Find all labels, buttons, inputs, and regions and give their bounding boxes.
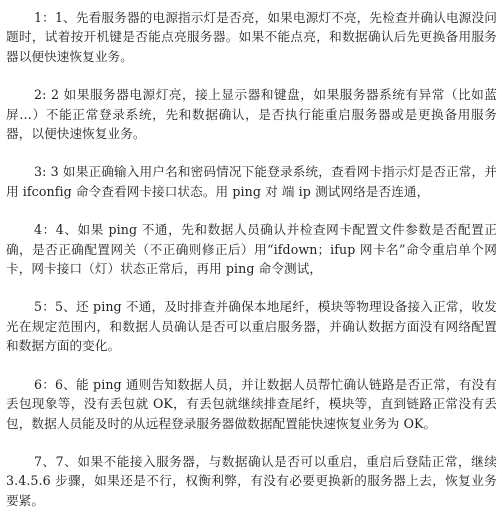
paragraph-step-6: 6：6、能 ping 通则告知数据人员，并让数据人员帮忙确认链路是否正常，有没有丢包现象等，没有丢包就 OK，有丢包就继续排查尾纤，模块等，直到链路正常没有丢包，数据人员能及时的从远程登录服务器做数据配置能快速恢复业务为 OK。 xyxy=(6,376,497,431)
paragraph-step-4: 4：4、如果 ping 不通，先和数据人员确认并检查网卡配置文件参数是否配置正确，是否正确配置网关（不正确则修正后）用“ifdown；ifup 网卡名”命令重启单个网卡，网卡接口（灯）状态正常后，再用 ping 命令测试， xyxy=(6,222,497,277)
paragraph-step-5: 5：5、还 ping 不通，及时排查并确保本地尾纤，模块等物理设备接入正常，收发光在规定范围内，和数据人员确认是否可以重启服务器，并确认数据方面没有网络配置和数据方面的变化。 xyxy=(6,299,497,354)
paragraph-step-2: 2: 2 如果服务器电源灯亮，接上显示器和键盘，如果服务器系统有异常（比如蓝屏…）不能正常登录系统，先和数据确认，是否执行能重启服务器或是更换备用服务器，以便快速恢复业务。 xyxy=(6,87,497,142)
paragraph-step-1: 1：1、先看服务器的电源指示灯是否亮，如果电源灯不亮，先检查并确认电源没问题时，试着按开机键是否能点亮服务器。如果不能点亮，和数据确认后先更换备用服务器以便快速恢复业务。 xyxy=(6,10,497,64)
paragraph-step-3: 3: 3 如果正确输入用户名和密码情况下能登录系统，查看网卡指示灯是否正常，并用 ifconfig 命令查看网卡接口状态。用 ping 对 端 ip 测试网络是否连通， xyxy=(6,164,497,199)
paragraph-step-7: 7、7、如果不能接入服务器，与数据确认是否可以重启，重启后登陆正常，继续 3.4.5.6 步骤，如果还是不行，权衡利弊，有没有必要更换新的服务器上去，恢复业务要紧。 xyxy=(6,453,497,508)
